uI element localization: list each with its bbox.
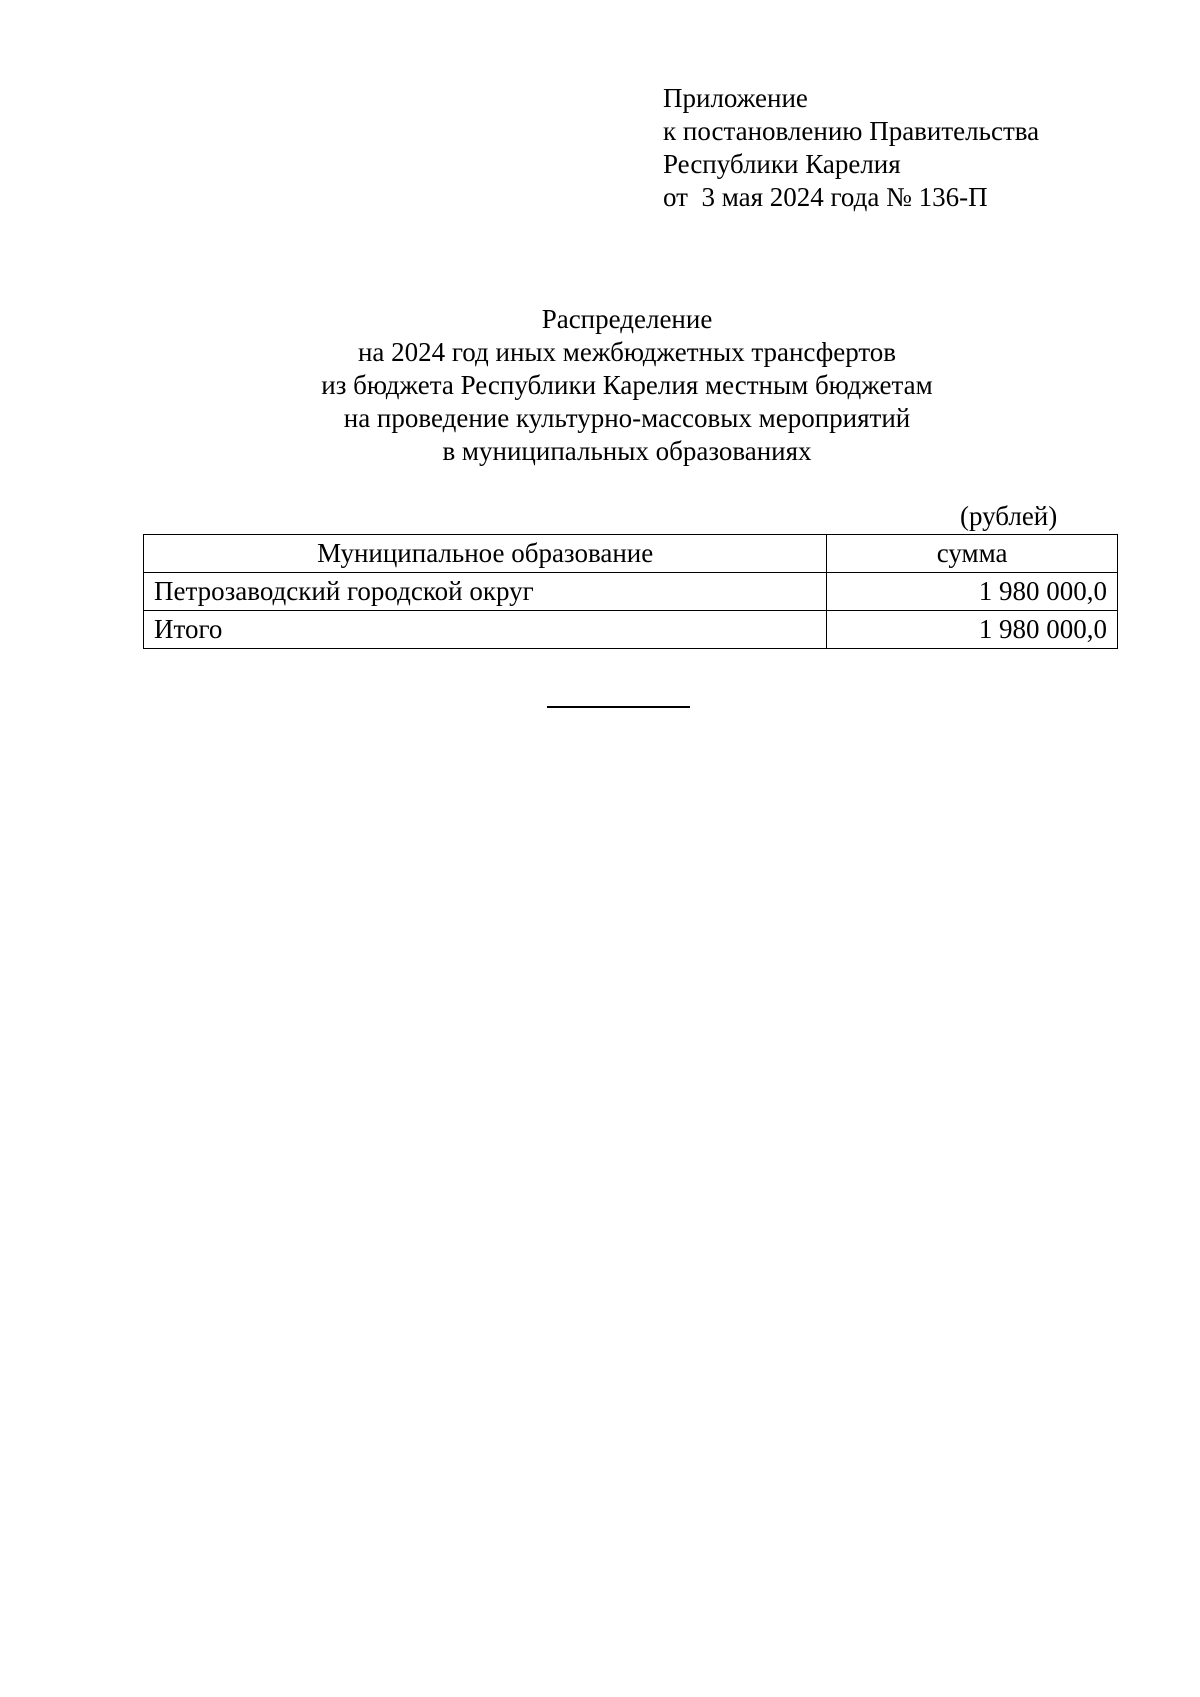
appendix-block	[663, 82, 1039, 214]
title-line-5: в муниципальных образованиях	[442, 436, 812, 466]
document-title	[0, 303, 1200, 468]
total-sum-value: 1 980 000,0	[827, 611, 1118, 649]
title-line-1: Распределение	[541, 304, 713, 334]
row-sum-value: 1 980 000,0	[827, 573, 1118, 611]
title-line-4: на проведение культурно-массовых мероприятий	[343, 403, 911, 433]
title-line-3: из бюджета Республики Карелия местным бюджетам	[321, 370, 933, 400]
header-municipality: Муниципальное образование	[144, 535, 827, 573]
appendix-date-number: от 3 мая 2024 года № 136-П	[663, 182, 988, 212]
total-label: Итого	[144, 611, 827, 649]
appendix-issuer: Республики Карелия	[663, 149, 901, 179]
title-line-2: на 2024 год иных межбюджетных трансфертов	[357, 337, 897, 367]
table-total-row	[144, 611, 1118, 649]
end-divider	[547, 706, 690, 708]
table-header-row	[144, 535, 1118, 573]
table-row	[144, 573, 1118, 611]
appendix-label: Приложение	[663, 83, 808, 113]
appendix-reference: к постановлению Правительства	[663, 116, 1040, 146]
header-sum: сумма	[827, 535, 1118, 573]
distribution-table	[143, 534, 1118, 649]
row-municipality-name: Петрозаводский городской округ	[144, 573, 827, 611]
units-label: (рублей)	[960, 501, 1058, 531]
